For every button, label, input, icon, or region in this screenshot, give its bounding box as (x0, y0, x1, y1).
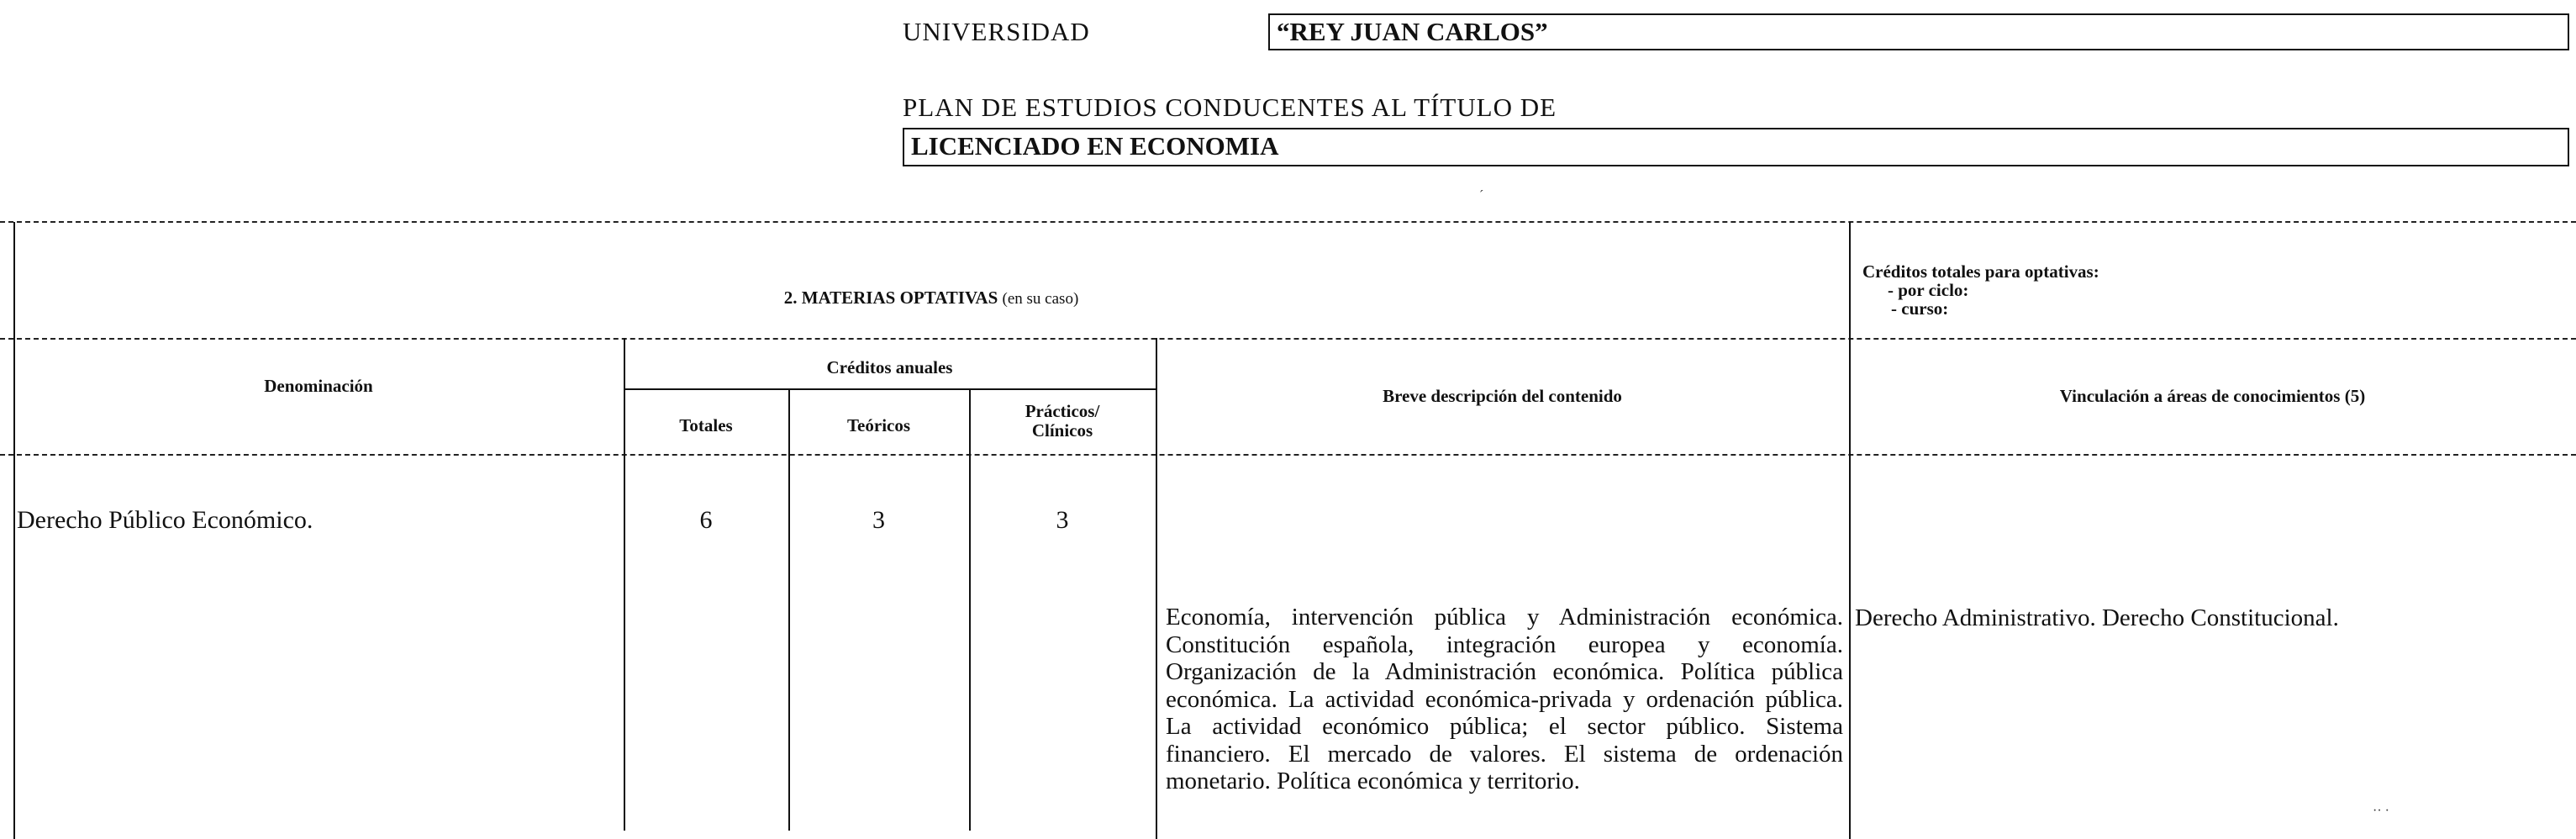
section-title (13, 288, 1849, 309)
row-practical: 3 (1056, 506, 1069, 534)
table-left-border (13, 222, 15, 839)
header-practical (969, 402, 1156, 441)
header-description: Breve descripción del contenido (1383, 386, 1622, 406)
row-denomination: Derecho Público Económico. (17, 506, 313, 534)
section-header-divider (0, 338, 2576, 340)
header-practical-line2: Clínicos (1031, 420, 1093, 441)
section-title-text: 2. MATERIAS OPTATIVAS (783, 288, 998, 308)
col-divider-practical (1156, 338, 1157, 839)
header-denomination: Denominación (264, 376, 373, 396)
section-title-note: (en su caso) (1002, 290, 1079, 308)
col-divider-theoretical (969, 388, 971, 831)
plan-label: PLAN DE ESTUDIOS CONDUCENTES AL TÍTULO DE (903, 92, 1557, 122)
col-divider-denomination (624, 338, 625, 831)
university-label: UNIVERSIDAD (903, 17, 1090, 46)
credits-per-cycle: - por ciclo: (1888, 280, 1969, 300)
header-areas: Vinculación a áreas de conocimientos (5) (2059, 386, 2366, 406)
degree-title-box: LICENCIADO EN ECONOMIA (903, 128, 2569, 166)
header-totals: Totales (679, 415, 733, 435)
credits-summary-title: Créditos totales para optativas: (1862, 261, 2099, 282)
header-annual-credits: Créditos anuales (826, 357, 953, 377)
scan-speck: ·· · (2373, 804, 2389, 818)
scan-speck: ´ (1479, 188, 1484, 203)
header-theoretical: Teóricos (846, 415, 911, 435)
university-name-box: “REY JUAN CARLOS” (1268, 13, 2569, 50)
credits-summary (1862, 262, 2099, 318)
row-theoretical: 3 (872, 506, 885, 534)
credits-box-divider (1849, 222, 1851, 839)
credits-per-course: - curso: (1891, 298, 1949, 319)
table-top-border (0, 221, 2576, 223)
row-areas: Derecho Administrativo. Derecho Constitucional. (1855, 604, 2339, 631)
row-totals: 6 (699, 506, 713, 534)
column-header-divider (0, 454, 2576, 456)
header-practical-line1: Prácticos/ (1025, 401, 1100, 421)
credits-subheader-divider (624, 388, 1156, 390)
col-divider-totals (788, 388, 790, 831)
row-description: Economía, intervención pública y Administración económica. Constitución española, integración europea y economía. Organización de la Administración económica. Política pública económica. La actividad económica-privada y ordenación pública. La actividad económico pública; el sector público. Sistema financiero. El mercado de valores. El sistema de ordenación monetario. Política económica y territorio. (1166, 604, 1843, 794)
